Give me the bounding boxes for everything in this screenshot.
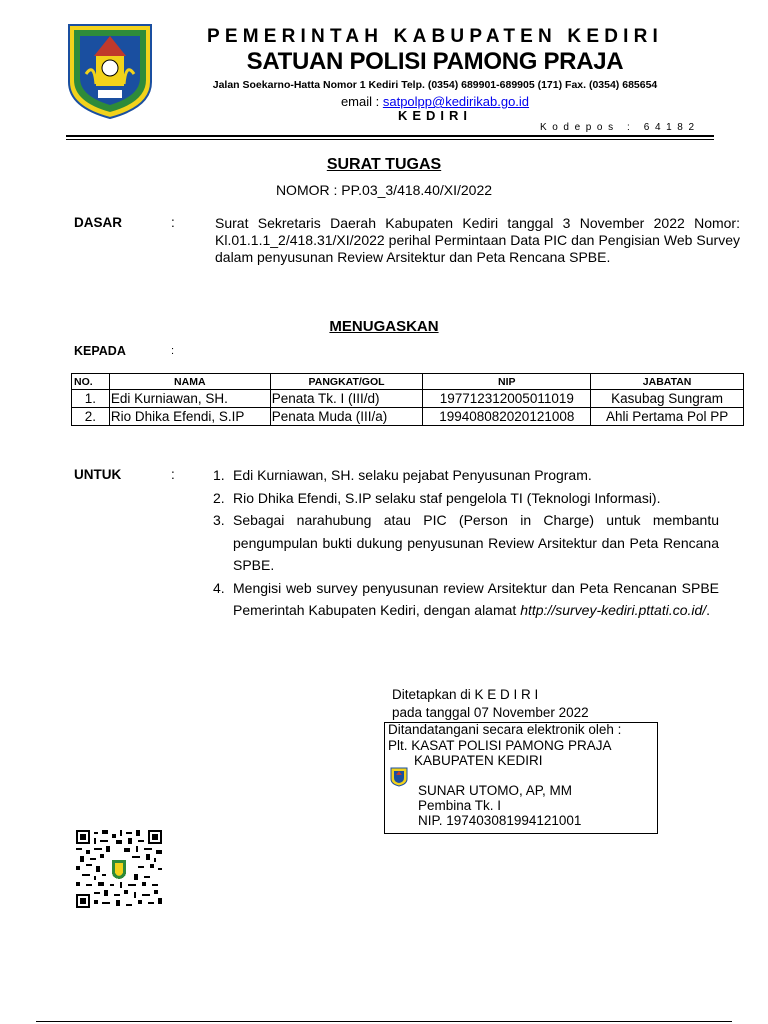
e-signature-note: Ditandatangani secara elektronik oleh :	[388, 722, 622, 737]
cell-pangkat: Penata Tk. I (III/d)	[270, 390, 423, 408]
header-city: KEDIRI	[397, 108, 473, 123]
cell-nama: Edi Kurniawan, SH.	[109, 390, 270, 408]
kepada-label: KEPADA	[74, 344, 126, 358]
signer-position: Plt. KASAT POLISI PAMONG PRAJA	[388, 738, 612, 753]
signer-nip: NIP. 197403081994121001	[418, 813, 582, 828]
untuk-list	[213, 464, 719, 622]
list-item-number: 2.	[213, 489, 225, 506]
list-item-text: Mengisi web survey penyusunan review Arsitektur dan Peta Rencanan SPBE Pemerintah Kabupaten Kediri, dengan alamat	[233, 579, 719, 618]
header-address: Jalan Soekarno-Hatta Nomor 1 Kediri Telp. (0354) 689901-689905 (171) Fax. (0354) 685654	[212, 79, 658, 91]
document-title: SURAT TUGAS	[326, 156, 442, 173]
col-header-nama: NAMA	[109, 374, 270, 390]
table-row	[72, 390, 744, 408]
cell-nama: Rio Dhika Efendi, S.IP	[109, 408, 270, 426]
table-header-row	[72, 374, 744, 390]
kepada-colon: :	[171, 345, 175, 357]
header-agency: SATUAN POLISI PAMONG PRAJA	[246, 48, 624, 75]
list-item-number: 1.	[213, 467, 225, 483]
header-postal-code: Kodepos : 64182	[540, 122, 700, 133]
cell-no: 1.	[72, 390, 110, 408]
header-divider-thin	[66, 139, 714, 140]
table-row	[72, 408, 744, 426]
header-divider-thick	[66, 135, 714, 137]
dasar-text: Surat Sekretaris Daerah Kabupaten Kediri tanggal 3 November 2022 Nomor: Kl.01.1.1_2/418.31/XI/2022 perihal Permintaan Data PIC dan Pengisian Web Survey dalam penyusunan Review Arsitektur dan Peta Rencana SPBE.	[215, 215, 740, 265]
list-item-number: 4.	[213, 579, 225, 596]
list-item-text-group	[233, 577, 719, 622]
col-header-nip: NIP	[423, 374, 591, 390]
col-header-no: NO.	[72, 374, 110, 390]
menugaskan-heading: MENUGASKAN	[329, 318, 439, 335]
cell-jabatan: Ahli Pertama Pol PP	[591, 408, 744, 426]
signer-regency: KABUPATEN KEDIRI	[414, 753, 543, 768]
signer-rank: Pembina Tk. I	[418, 798, 502, 813]
footer-divider	[36, 1021, 732, 1022]
tanggal-text: pada tanggal 07 November 2022	[392, 705, 589, 720]
cell-jabatan: Kasubag Sungram	[591, 390, 744, 408]
list-item-number: 3.	[213, 512, 225, 528]
list-item	[213, 577, 719, 622]
list-item-text: Edi Kurniawan, SH. selaku pejabat Penyusunan Program.	[233, 467, 592, 483]
email-label: email :	[340, 94, 380, 109]
untuk-colon: :	[171, 467, 175, 482]
col-header-jabatan: JABATAN	[591, 374, 744, 390]
cell-nip: 197712312005011019	[423, 390, 591, 408]
qr-code	[76, 830, 162, 908]
kediri-regency-logo	[66, 22, 154, 120]
list-item-text: Rio Dhika Efendi, S.IP selaku staf pengelola TI (Teknologi Informasi).	[233, 489, 661, 506]
ditetapkan-text: Ditetapkan di K E D I R I	[392, 687, 539, 702]
list-item	[213, 509, 719, 577]
dasar-label: DASAR	[74, 215, 123, 230]
signer-name: SUNAR UTOMO, AP, MM	[418, 783, 573, 798]
survey-url-link[interactable]: http://survey-kediri.pttati.co.id/	[520, 602, 707, 618]
list-item	[213, 487, 719, 510]
document-number: NOMOR : PP.03_3/418.40/XI/2022	[275, 182, 493, 198]
header-email-line	[180, 94, 690, 109]
list-item-text: Sebagai narahubung atau PIC (Person in Charge) untuk membantu pengumpulan bukti dukung penyusunan Review Arsitektur dan Peta Rencana SPBE.	[233, 512, 719, 573]
col-header-pangkat: PANGKAT/GOL	[270, 374, 423, 390]
header-government: PEMERINTAH KABUPATEN KEDIRI	[206, 26, 663, 47]
cell-pangkat: Penata Muda (III/a)	[270, 408, 423, 426]
staff-table	[71, 373, 744, 426]
list-item	[213, 464, 719, 487]
cell-no: 2.	[72, 408, 110, 426]
cell-nip: 199408082020121008	[423, 408, 591, 426]
dasar-colon: :	[171, 215, 175, 230]
email-link[interactable]: satpolpp@kedirikab.go.id	[382, 94, 530, 109]
mini-logo-icon	[390, 767, 408, 787]
untuk-label: UNTUK	[74, 467, 122, 482]
list-item-tail: .	[706, 602, 711, 618]
